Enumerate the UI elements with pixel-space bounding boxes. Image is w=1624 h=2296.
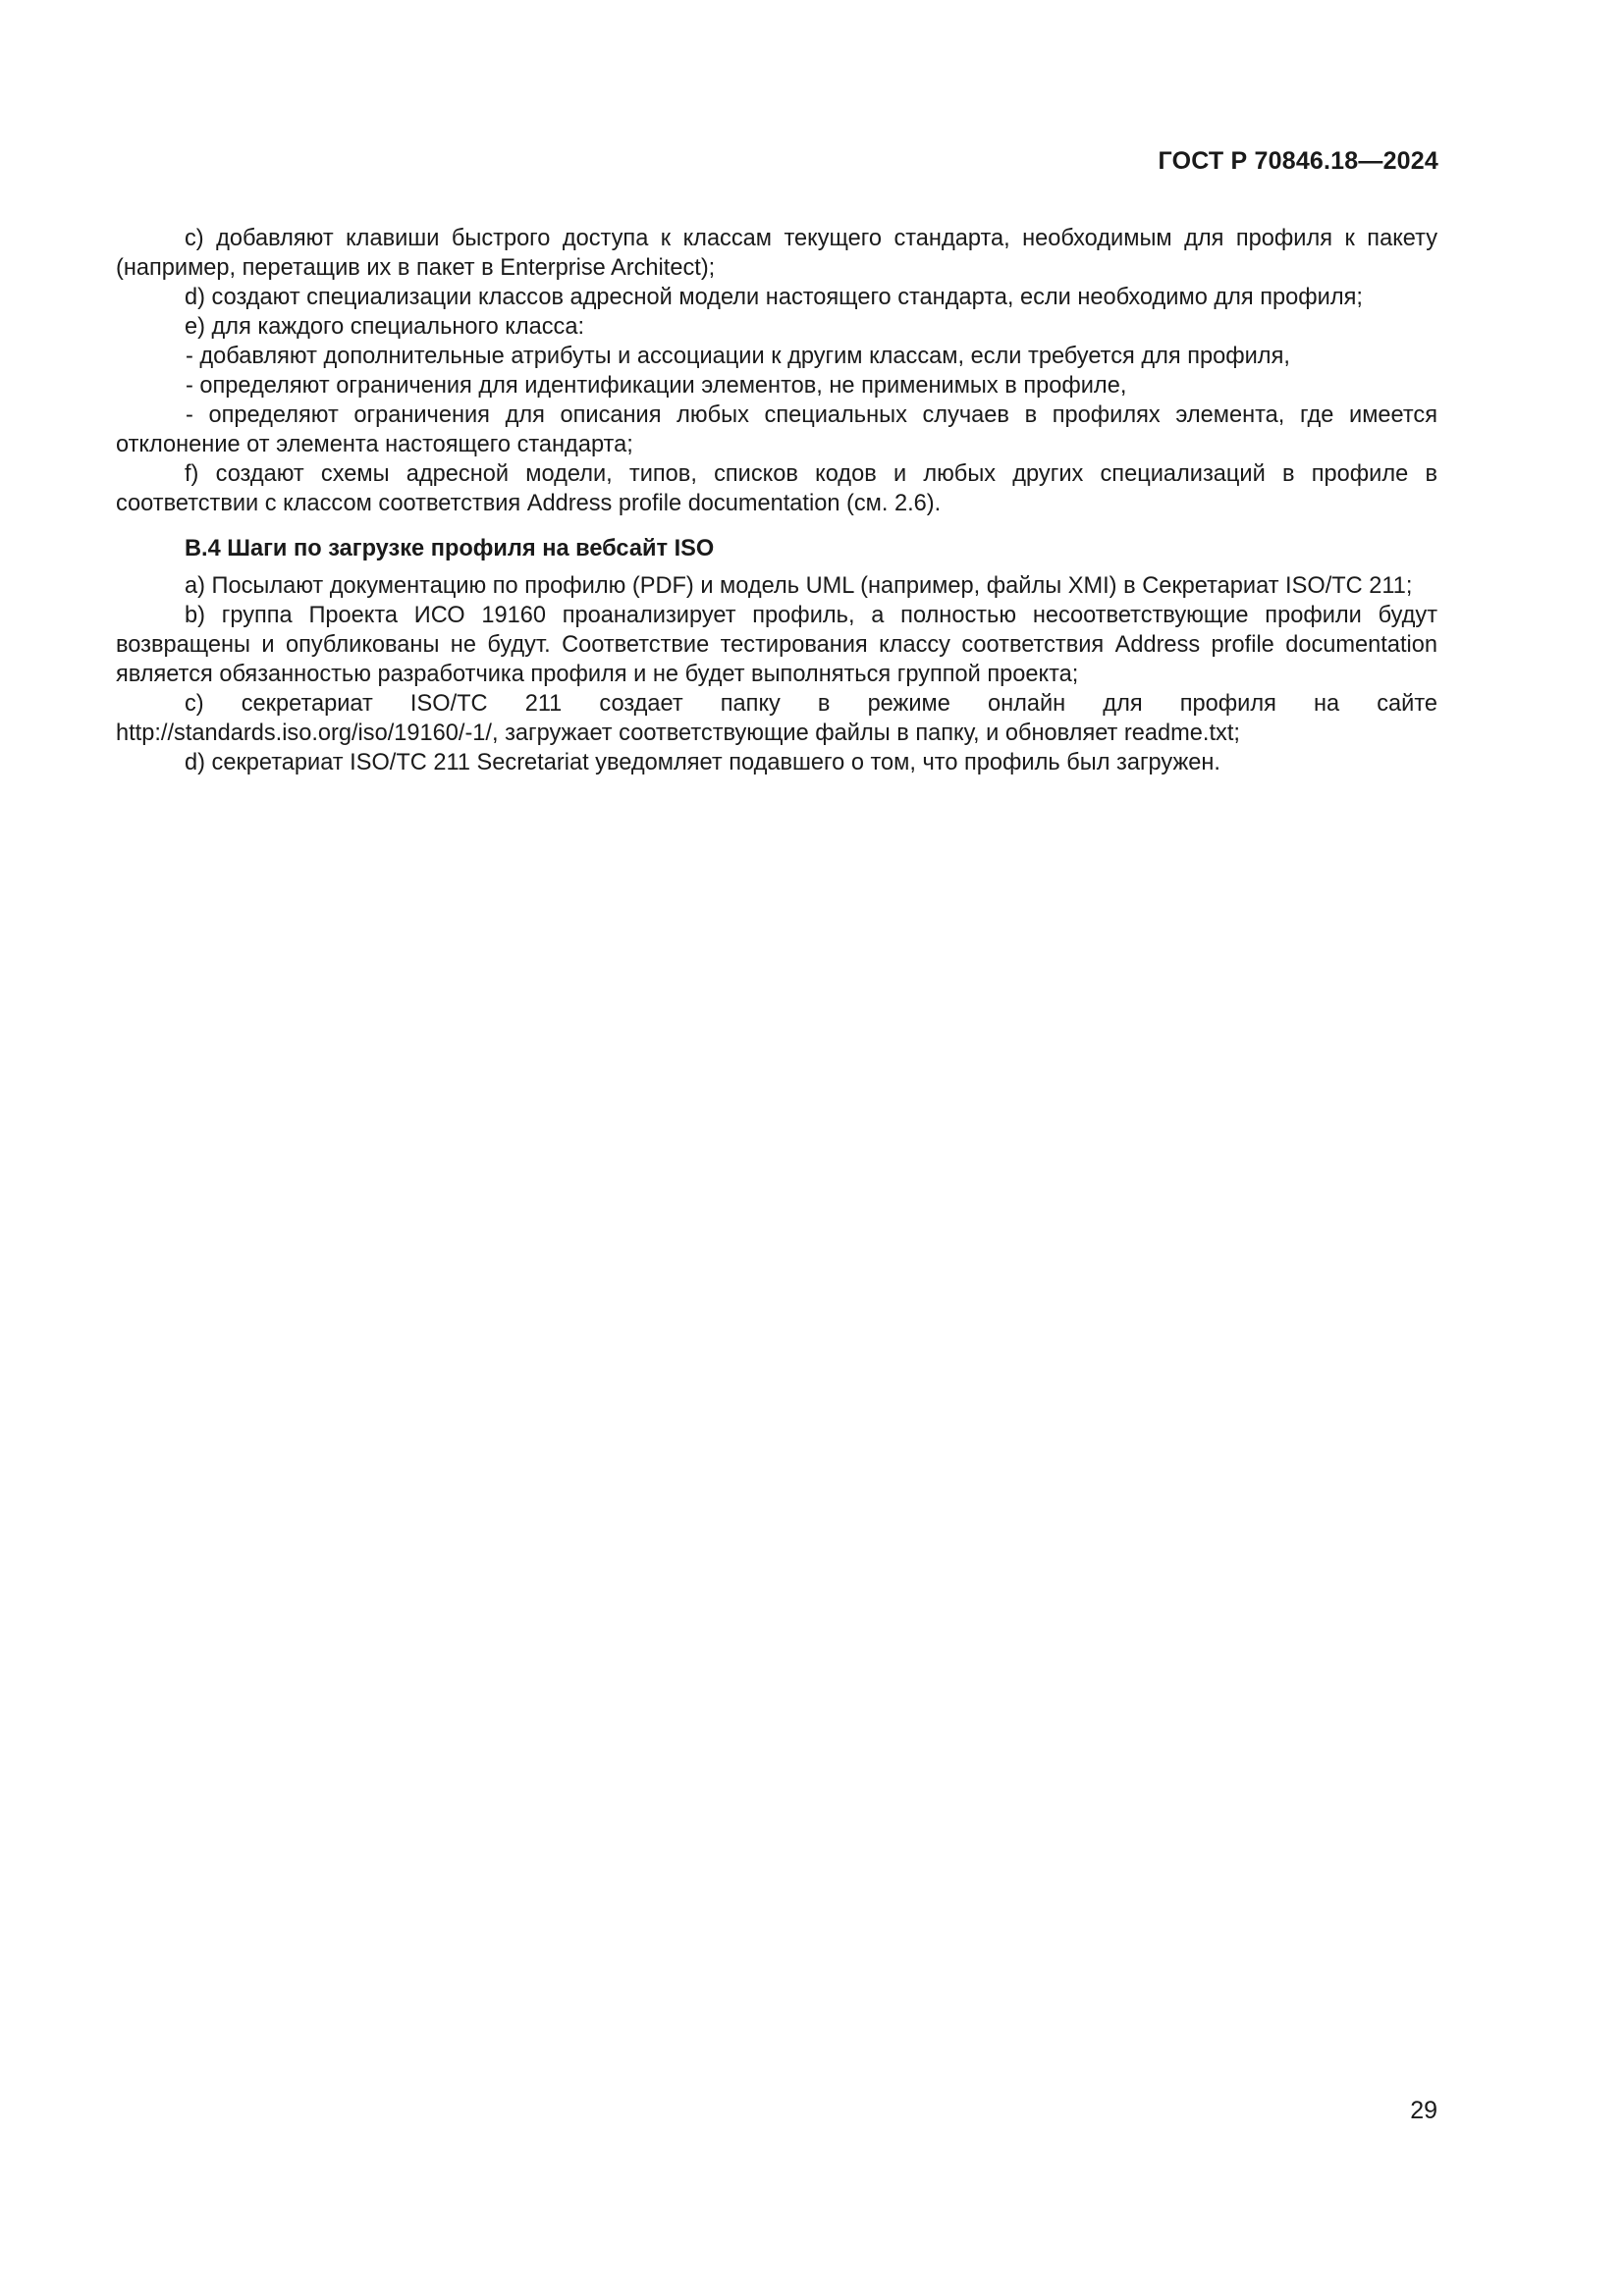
list-item-a: a) Посылают документацию по профилю (PDF) и модель UML (например, файлы XMI) в Секретариат ISO/TC 211; [185, 573, 1413, 599]
list-item-c: c) добавляют клавиши быстрого доступа к классам текущего стандарта, необходимым для профиля к пакету (например, перетащив их в пакет в Enterprise Architect); [116, 226, 1437, 281]
list-item-b: b) группа Проекта ИСО 19160 проанализирует профиль, а полностью несоответствующие профили будут возвращены и опубликованы не будут. Соответствие тестирования классу соответствия Address profile documentation является обязанностью разработчика профиля и не будет выполняться группой проекта; [116, 603, 1437, 687]
list-subitem-constraints-identification: - определяют ограничения для идентификации элементов, не применимых в профиле, [186, 373, 1127, 399]
list-item-c-upload: c) секретариат ISO/TC 211 создает папку в режиме онлайн для профиля на сайте http://standards.iso.org/iso/19160/-1/, загружает соответствующие файлы в папку, и обновляет readme.txt; [116, 691, 1437, 746]
list-subitem-constraints-special-cases: - определяют ограничения для описания любых специальных случаев в профилях элемента, где имеется отклонение от элемента настоящего стандарта; [116, 402, 1437, 457]
page-content [116, 224, 1437, 777]
list-item-d-notify: d) секретариат ISO/TC 211 Secretariat уведомляет подавшего о том, что профиль был загружен. [185, 750, 1220, 775]
page-number: 29 [1410, 2097, 1437, 2124]
list-subitem-attributes: - добавляют дополнительные атрибуты и ассоциации к другим классам, если требуется для профиля, [186, 344, 1290, 369]
document-header: ГОСТ Р 70846.18—2024 [1158, 147, 1438, 175]
section-heading: В.4 Шаги по загрузке профиля на вебсайт ISO [185, 536, 715, 561]
list-item-e: e) для каждого специального класса: [185, 314, 585, 340]
list-item-d: d) создают специализации классов адресной модели настоящего стандарта, если необходимо для профиля; [185, 285, 1363, 310]
list-item-f: f) создают схемы адресной модели, типов, списков кодов и любых других специализаций в профиле в соответствии с классом соответствия Address profile documentation (см. 2.6). [116, 461, 1437, 516]
